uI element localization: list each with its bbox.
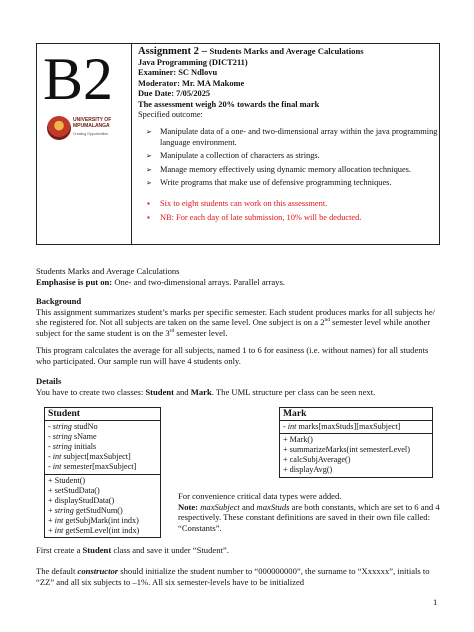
first-create-paragraph: First create a Student class and save it under “Student”.	[36, 545, 229, 555]
uml-student-methods	[45, 474, 160, 538]
uml-method: + displayStudData()	[48, 495, 115, 505]
uml-attribute: - int subject[maxSubject]	[48, 452, 131, 462]
uml-student-attributes	[45, 421, 160, 473]
uml-mark-class	[279, 407, 433, 478]
page-number: 1	[433, 597, 438, 607]
outcome-label: Specified outcome:	[138, 110, 203, 120]
emphasis-line: Emphasise is put on: One- and two-dimensional arrays. Parallel arrays.	[36, 276, 285, 287]
university-crest-icon	[47, 116, 71, 140]
list-item: ➢ Manipulate data of a one- and two-dimensional array within the java programming language environment.	[146, 127, 438, 147]
background-heading: Background	[36, 296, 82, 306]
arrow-bullet-icon: ➢	[146, 128, 152, 137]
intro-title: Students Marks and Average Calculations	[36, 266, 180, 276]
uml-method: + Mark()	[283, 435, 313, 445]
uml-method: + displayAvg()	[283, 465, 333, 475]
list-item: ▪ Six to eight students can work on this assessment.	[147, 199, 328, 209]
constants-note-line1: For convenience critical data types were added.	[178, 491, 342, 501]
uml-attribute: - string sName	[48, 432, 97, 442]
uml-method: + int getSubjMark(int indx)	[48, 515, 139, 525]
assignment-title-main: Assignment 2 –	[138, 46, 207, 57]
uml-student-class	[44, 407, 161, 538]
assessment-weight: The assessment weigh 20% towards the final mark	[138, 99, 320, 109]
uml-attribute: - int marks[maxStuds][maxSubject]	[283, 422, 401, 432]
logo-tagline: Creating Opportunities	[73, 132, 109, 136]
arrow-bullet-icon: ➢	[146, 152, 152, 161]
default-constructor-paragraph: The default constructor should initialize the student number to “000000000”, the surname to “Xxxxxx”, initials to “ZZ” and all six subjects to –1%. All six semester-levels have to be initialized	[36, 566, 430, 587]
uml-attribute: - string initials	[48, 442, 97, 452]
list-item: ➢ Manipulate a collection of characters as strings.	[146, 151, 320, 161]
assignment-info	[138, 45, 438, 226]
assignment-header-box	[36, 43, 440, 245]
background-paragraph-2: This program calculates the average for all subjects, named 1 to 6 for easiness (i.e. without names) for all students who participated. Our sample run will have 4 students only.	[36, 345, 429, 366]
list-item: ▪ NB: For each day of late submission, 10% will be deducted.	[147, 212, 362, 222]
uml-mark-methods	[280, 433, 432, 476]
moderator: Moderator: Mr. MA Makome	[138, 78, 245, 88]
background-section	[36, 296, 442, 338]
course-name: Java Programming (DICT211)	[138, 58, 248, 67]
details-text: You have to create two classes: Student and Mark. The UML structure per class can be seen next.	[36, 386, 376, 397]
uml-method: + calcSubjAverage()	[283, 455, 351, 465]
uml-mark-attributes	[280, 421, 432, 433]
square-bullet-icon: ▪	[147, 212, 150, 222]
uml-method: + setStudData()	[48, 485, 100, 495]
arrow-bullet-icon: ➢	[146, 179, 152, 188]
outcomes-list	[138, 127, 438, 188]
uml-mark-title: Mark	[280, 408, 432, 421]
details-section	[36, 376, 442, 397]
constants-note-body: Note: maxSubject and maxStuds are both constants, which are set to 6 and 4 respectively. These constant definitions are saved in their own file called: “Constants”.	[178, 501, 440, 533]
header-divider	[131, 44, 132, 244]
assignment-title	[138, 45, 438, 58]
uml-method: + Student()	[48, 475, 86, 485]
constants-note	[178, 491, 440, 533]
uml-method: + string getStudNum()	[48, 505, 123, 515]
intro-section	[36, 266, 442, 287]
square-bullet-icon: ▪	[147, 199, 150, 209]
uml-attribute: - int semester[maxSubject]	[48, 462, 137, 472]
uml-student-title: Student	[45, 408, 160, 421]
list-item: ➢ Manage memory effectively using dynamic memory allocation techniques.	[146, 164, 412, 174]
examiner: Examiner: SC Ndlovu	[138, 68, 218, 78]
logo-name: UNIVERSITY OF MPUMALANGA	[73, 117, 112, 129]
uml-method: + int getSemLevel(int indx)	[48, 526, 140, 536]
list-item: ➢ Write programs that make use of defensive programming techniques.	[146, 178, 392, 188]
background-paragraph-1: This assignment summarizes student’s marks per specific semester. Each student produces marks for all subjects he/ she registered for. Not all subjects are taken on the same level. One subject is on a 2nd semester level while another subject for the same student is on the 3rd semester level.	[36, 306, 436, 338]
details-heading: Details	[36, 376, 62, 386]
assignment-code: B2	[43, 46, 114, 112]
arrow-bullet-icon: ➢	[146, 165, 152, 174]
uml-method: + summarizeMarks(int semesterLevel)	[283, 445, 410, 455]
uml-attribute: - string studNo	[48, 422, 98, 432]
university-logo	[47, 114, 127, 142]
notes-list	[138, 199, 438, 223]
assignment-title-sub: Students Marks and Average Calculations	[209, 46, 364, 56]
due-date: Due Date: 7/05/2025	[138, 89, 211, 99]
